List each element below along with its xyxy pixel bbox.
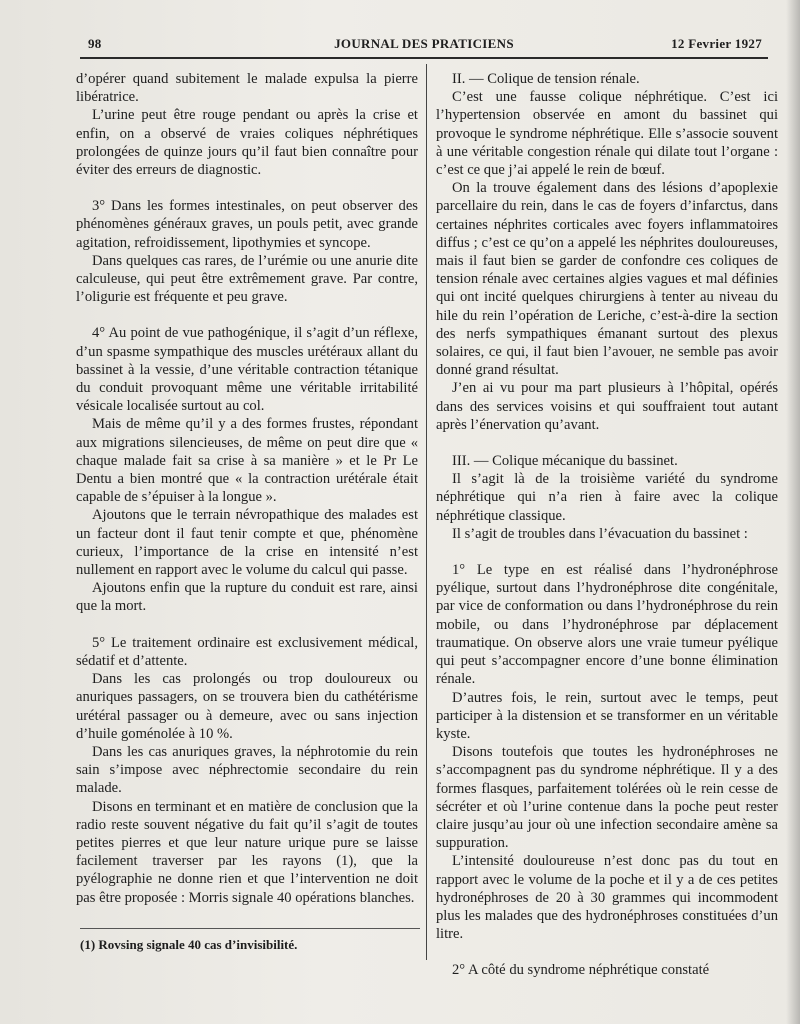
paragraph: d’opérer quand subitement le malade expulsa la pierre libératrice. xyxy=(76,71,418,106)
paragraph-gap xyxy=(436,543,778,561)
right-column xyxy=(436,70,778,980)
paragraph: L’intensité douloureuse n’est donc pas du tout en rapport avec le volume de la poche et il y a de ces petites hydronéphroses de 20 à 30 grammes qui incommodent plus les malades que des hydronéphroses constituées d’un litre. xyxy=(436,853,778,943)
paragraph: 4° Au point de vue pathogénique, il s’agit d’un réflexe, d’un spasme sympathique des muscles urétéraux allant du bassinet à la vessie, d’une véritable contraction tétanique du conduit provoquant même une véritable irritabilité vésicale localisée surtout au col. xyxy=(76,325,418,415)
paragraph: J’en ai vu pour ma part plusieurs à l’hôpital, opérés dans des services voisins et qui souffraient tout autant après l’énervation qu’avant. xyxy=(436,380,778,433)
page-edge-shadow xyxy=(786,0,800,1024)
paragraph: D’autres fois, le rein, surtout avec le temps, peut participer à la distension et se transformer en un véritable kyste. xyxy=(436,689,778,742)
journal-title: JOURNAL DES PRATICIENS xyxy=(334,36,514,51)
paragraph: Dans les cas prolongés ou trop douloureux ou anuriques passagers, on se trouvera bien du cathétérisme urétéral passager ou à demeure, avec ou sans injection d’huile goménolée à 10 %. xyxy=(76,671,418,742)
paragraph: Il s’agit là de la troisième variété du syndrome néphrétique qui n’a rien à faire avec la colique néphrétique classique. xyxy=(436,471,778,524)
paragraph: L’urine peut être rouge pendant ou après la crise et enfin, on a observé de vraies coliques néphrétiques prolongées de quinze jours qu’il faut bien connaître pour éviter des erreurs de diagnostic. xyxy=(76,107,418,179)
paragraph: 3° Dans les formes intestinales, on peut observer des phénomènes généraux graves, un pouls petit, avec grande agitation, refroidissement, lipothymies et syncope. xyxy=(76,198,418,251)
paragraph: On la trouve également dans des lésions d’apoplexie parcellaire du rein, dans le cas de foyers d’infarctus, dans certaines néphrites corticales avec foyers inflammatoires diffus ; c’est ce qu’on a appelé les néphrites douloureuses, mais il faut bien se garder de confondre ces coliques de tension rénale avec certaines algies vagues et mal définies qui ont incité quelques chirurgiens à tenter au niveau du hile du rein l’opération de Leriche, c’est-à-dire la section des nerfs sympathiques émanant surtout des plexus solaires, ce qui, il faut bien l’avouer, ne semble pas avoir donné grand résultat. xyxy=(436,180,778,379)
paragraph: Ajoutons que le terrain névropathique des malades est un facteur dont il faut tenir compte et que, phénomène curieux, l’importance de la crise en intensité n’est nullement en rapport avec le volume du calcul qui passe. xyxy=(76,507,418,579)
paragraph-gap xyxy=(436,943,778,961)
paragraph: C’est une fausse colique néphrétique. C’est ici l’hypertension observée en amont du bassinet qui provoque le syndrome néphrétique. Elle s’associe souvent à une véritable congestion rénale qui dilate tout l’organe : c’est ce que j’ai appelé le rein de bœuf. xyxy=(436,89,778,179)
header-rule xyxy=(80,57,768,59)
paragraph: 1° Le type en est réalisé dans l’hydronéphrose pyélique, surtout dans l’hydronéphrose dite congénitale, par vice de conformation ou dans l’hydronéphrose du rein mobile, ou dans l’hydronéphrose par déplacement traumatique. On observe alors une vraie tumeur pyélique qui peut s’accompagner encore d’une bonne élimination rénale. xyxy=(436,562,778,688)
paragraph: Mais de même qu’il y a des formes frustes, répondant aux migrations silencieuses, de même on peut dire que « chaque malade fait sa crise à sa manière » et le Pr Le Dentu a bien montré que « la contraction urétérale était capable de s’épuiser à la longue ». xyxy=(76,416,418,506)
paragraph: Disons toutefois que toutes les hydronéphroses ne s’accompagnent pas du syndrome néphrétique. Il y a des formes flasques, parfaitement tolérées où le rein cesse de sécréter et où l’urine contenue dans la poche peut rester claire jusqu’au jour où une infection secondaire amène sa suppuration. xyxy=(436,744,778,852)
left-column xyxy=(76,70,418,907)
paragraph: Disons en terminant et en matière de conclusion que la radio reste souvent négative du fait qu’il s’agit de toutes petites pierres et que leur nature urique pure se laisse facilement traverser par les rayons (1), que la pyélographie ne donne rien et que l’intervention ne doit pas être proposée : Morris signale 40 opérations blanches. xyxy=(76,798,418,906)
paragraph: 5° Le traitement ordinaire est exclusivement médical, sédatif et d’attente. xyxy=(76,634,418,669)
paragraph: Dans quelques cas rares, de l’urémie ou une anurie dite calculeuse, qui peut être extrêmement grave. Par contre, l’oligurie est fréquente et peu grave. xyxy=(76,252,418,306)
page-number: 98 xyxy=(88,36,102,51)
paragraph: 2° A côté du syndrome néphrétique constaté xyxy=(452,962,710,979)
footnote: (1) Rovsing signale 40 cas d’invisibilité. xyxy=(80,937,298,952)
issue-date: 12 Fevrier 1927 xyxy=(671,36,762,51)
paragraph: II. — Colique de tension rénale. xyxy=(452,71,640,87)
paragraph: Ajoutons enfin que la rupture du conduit est rare, ainsi que la mort. xyxy=(76,580,418,615)
paragraph: Dans les cas anuriques graves, la néphrotomie du rein sain s’impose avec néphrectomie secondaire du rein malade. xyxy=(76,743,418,797)
paragraph-gap xyxy=(436,434,778,452)
running-header xyxy=(80,36,768,54)
column-divider xyxy=(426,64,427,960)
paragraph: Il s’agit de troubles dans l’évacuation du bassinet : xyxy=(452,525,748,542)
paragraph-gap xyxy=(76,616,418,634)
paragraph-gap xyxy=(76,179,418,197)
footnote-rule xyxy=(80,928,420,929)
paragraph-gap xyxy=(76,306,418,324)
paragraph: III. — Colique mécanique du bassinet. xyxy=(452,453,678,470)
